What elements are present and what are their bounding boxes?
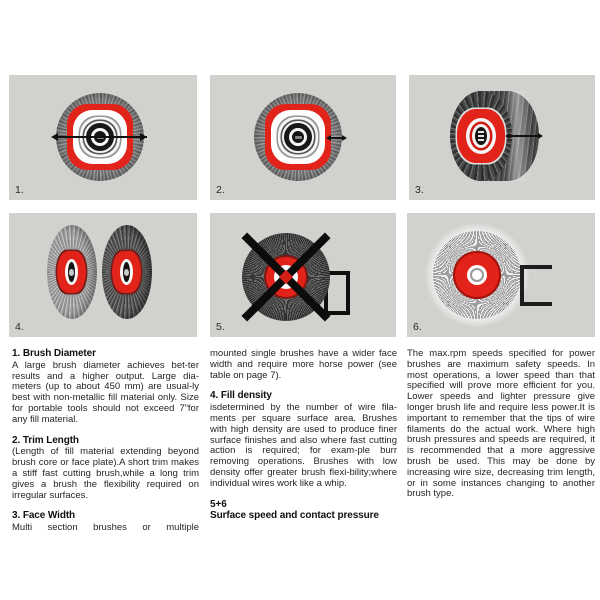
figure-panel-3 <box>409 75 595 200</box>
hub-center-dot <box>69 269 74 276</box>
figure-number: 2. <box>216 184 225 196</box>
arrowhead-left <box>51 133 58 141</box>
workpiece-bottom <box>520 302 552 306</box>
paragraph-trim-length: (Length of fill material extending beyond brush core or face plate).A short trim makes a stiff fast cutting brush,while a long trim gives a brush the flexibility required on irregular surfaces. <box>12 446 199 501</box>
figure-panel-1 <box>9 75 197 200</box>
wheel-hub <box>292 131 304 143</box>
figure-number: 6. <box>413 321 422 333</box>
text-column-3 <box>407 349 595 510</box>
hub-slit <box>478 139 484 141</box>
paragraph-brush-diameter: A large brush diameter achieves bet-ter results and a higher output. Large dia-meters (up to about 450 mm) are usual-ly best with non-metallic fill material only. Size for portable tools should not exceed 7”for any fill material. <box>12 359 199 425</box>
hub-slit <box>478 135 484 137</box>
hub-slot <box>295 136 302 140</box>
paragraph-face-width-continued: mounted single brushes have a wider face width and require more horse power (see table on page 7). <box>210 348 397 381</box>
figure-panel-4 <box>9 213 197 337</box>
figure-panel-5 <box>210 213 396 337</box>
figure-number: 1. <box>15 184 24 196</box>
wheel-hub <box>123 262 130 282</box>
arrowhead-right <box>538 133 543 139</box>
figure-panel-6 <box>407 213 595 337</box>
workpiece-edge <box>520 265 524 306</box>
heading-fill-density: 4. Fill density <box>210 390 272 402</box>
paragraph-surface-speed: The max.rpm speeds specified for power brushes are maximum safety speeds. In most operations, a lower speed than that specified will prove more efficient for you. Lower speeds and lighter pressure give longer brush life and require less power.It is important to remember that the tips of wire filaments do the actual work. Where high brush pressures and speeds are required, it is recommended that a more aggressive brush be used. This may be done by increasing wire size, decreasing trim length, or in some instances changing to another brush type. <box>407 348 595 500</box>
hub-center-dot <box>124 269 129 276</box>
arrow-line <box>57 136 147 138</box>
figure-number: 5. <box>216 321 225 333</box>
text-column-1 <box>12 349 199 544</box>
hub-bore-ring <box>470 268 484 282</box>
figure-number: 3. <box>415 184 424 196</box>
figure-number: 4. <box>15 321 24 333</box>
paragraph-fill-density: isdetermined by the number of wire fila-ments per square surface area. Brushes with high density are used to produce finer surface finishes and also where fast cutting action is required; for exam-ple burr removing operations. Brushes with low density offer greater brush flexi-bility;where individual wires work like a whip. <box>210 402 397 489</box>
heading-trim-length: 2. Trim Length <box>12 434 79 446</box>
hub-slit <box>478 131 484 133</box>
arrowhead-left <box>326 135 331 141</box>
arrowhead-right <box>140 133 147 141</box>
text-column-2 <box>210 349 397 523</box>
heading-5-6: 5+6 <box>210 498 227 510</box>
workpiece-top <box>520 265 552 269</box>
arrow-line <box>509 135 540 137</box>
figure-panel-2 <box>210 75 396 200</box>
wheel-hub <box>475 127 487 145</box>
arrowhead-left <box>505 133 510 139</box>
heading-brush-diameter: 1. Brush Diameter <box>12 348 96 359</box>
paragraph-face-width: Multi section brushes or multiple <box>12 522 199 534</box>
heading-surface-speed: Surface speed and contact pressure <box>210 510 379 522</box>
heading-face-width: 3. Face Width <box>12 510 76 522</box>
arrowhead-right <box>342 135 347 141</box>
wheel-hub <box>467 265 487 285</box>
wheel-hub <box>68 262 75 282</box>
